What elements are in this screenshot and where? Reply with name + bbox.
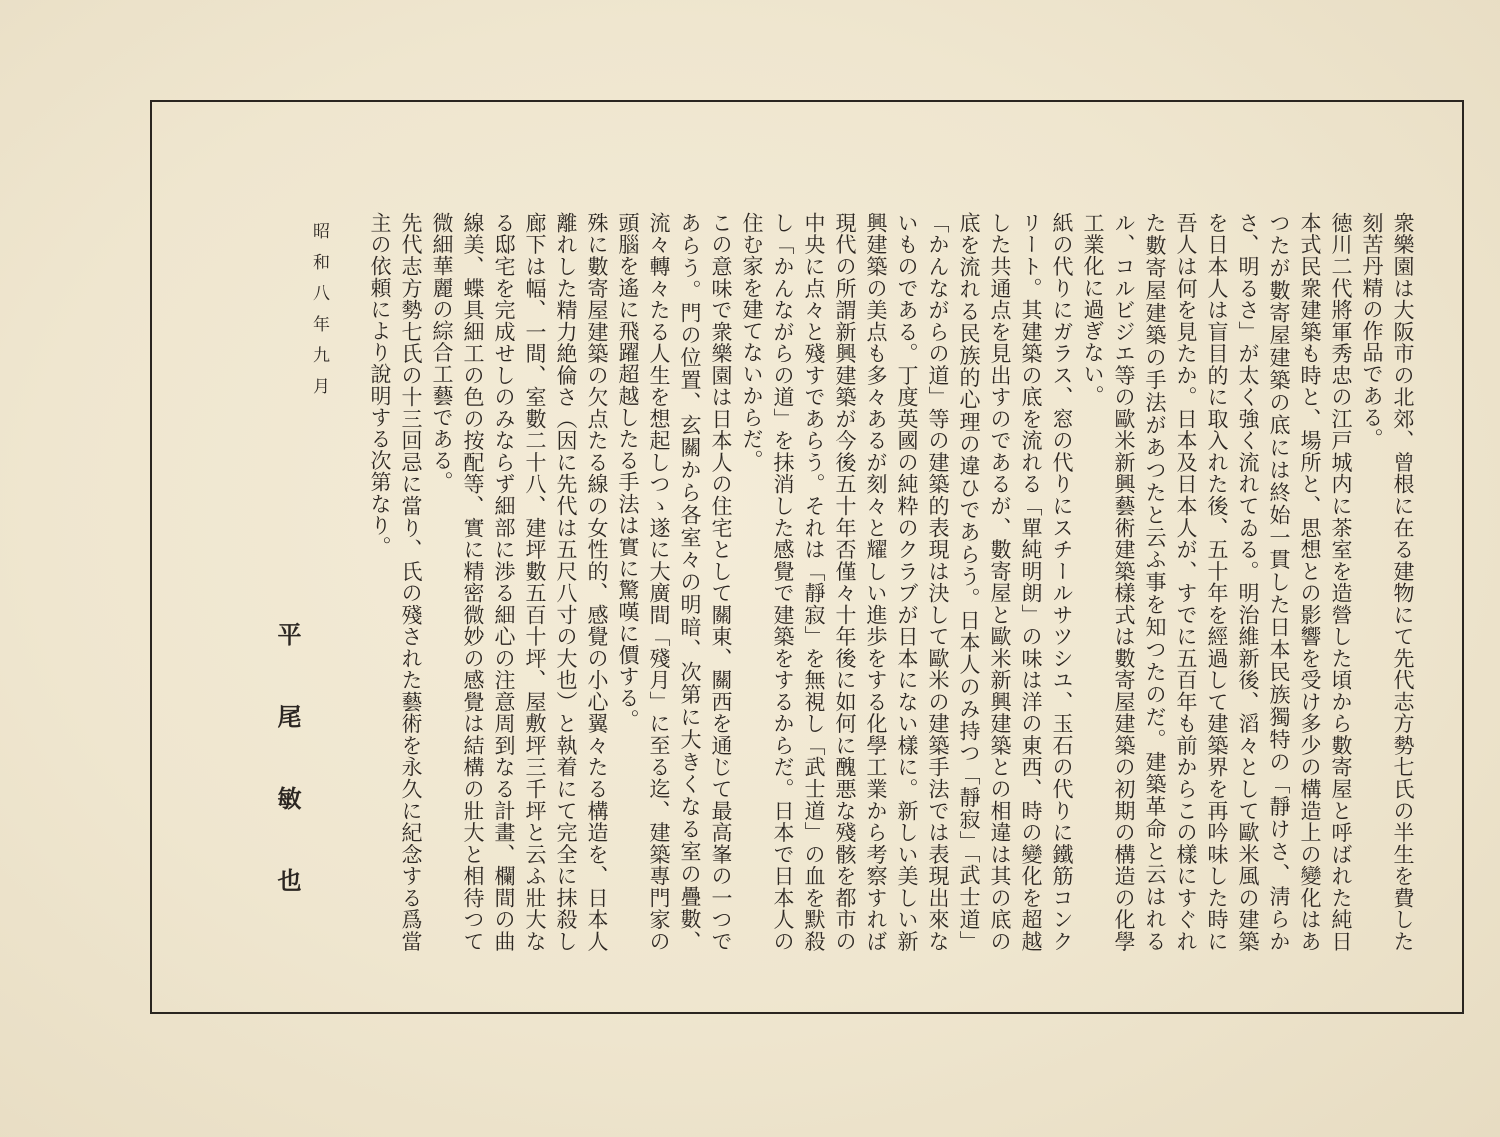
paragraph: 徳川二代將軍秀忠の江戸城内に茶室を造營した頃から數寄屋と呼ばれた純日本式民衆建築も時と、場所と、思想との影響を受け多少の構造上の變化はあつたが數寄屋建築の底には終始一貫した日本民族獨特の「靜けさ、淸らかさ、明るさ」が太く強く流れてゐる。明治維新後、滔々として歐米風の建築を日本人は盲目的に取入れた後、五十年を經過して建築界を再吟味した時に吾人は何を見たか。日本及日本人が、すでに五百年も前からこの樣にすぐれた數寄屋建築の手法があつたと云ふ事を知つたのだ。建築革命と云はれるル、コルビジエ等の歐米新興藝術建築樣式は數寄屋建築の初期の構造の化學工業化に過ぎない。 (1081, 212, 1353, 952)
paragraph: 先代志方勢七氏の十三回忌に當り、氏の殘された藝術を永久に紀念する爲當主の依頼により說明する次第なり。 (368, 212, 423, 952)
paragraph: 衆樂園は大阪市の北郊、曾根に在る建物にて先代志方勢七氏の半生を費した刻苦丹精の作品である。 (1360, 212, 1415, 952)
body-text (364, 212, 1418, 952)
author-signature: 平尾敏也 (273, 622, 302, 950)
paragraph: 殊に數寄屋建築の欠点たる線の女性的、感覺の小心翼々たる構造を、日本人離れした精力絶倫さ（因に先代は五尺八寸の大也）と執着にて完全に抹殺し廊下は幅、一間、室數二十八、建坪數五百十坪、屋敷坪三千坪と云ふ壯大なる邸宅を完成せしのみならず細部に渉る細心の注意周到なる計畫、欄間の曲線美、蝶具細工の色の按配等、實に精密微妙の感覺は結構の壯大と相待つて微細華麗の綜合工藝である。 (430, 212, 609, 952)
border-frame (150, 100, 1464, 1014)
date-line: 昭和八年九月 (309, 222, 329, 408)
paragraph: 紙の代りにガラス、窓の代りにスチールサツシユ、玉石の代りに鐵筋コンクリート。其建築の底を流れる「單純明朗」の味は洋の東西、時の變化を超越した共通点を見出すのであるが、數寄屋と歐米新興建築との相違は其の底の底を流れる民族的心理の違ひであらう。日本人のみ持つ「靜寂」「武士道」「かんながらの道」等の建築的表現は決して歐米の建築手法では表現出來ないものである。丁度英國の純粋のクラブが日本にない樣に。新しい美しい新興建築の美点も多々あるが刻々と耀しい進歩をする化學工業から考察すれば現代の所謂新興建築が今後五十年否僅々十年後に如何に醜悪な殘骸を都市の中央に点々と殘すであらう。それは「靜寂」を無視し「武士道」の血を默殺し「かんながらの道」を抹消した感覺で建築をするからだ。日本で日本人の住む家を建てないからだ。 (740, 212, 1074, 952)
paragraph: この意味で衆樂園は日本人の住宅として關東、關西を通じて最高峯の一つであらう。門の位置、玄關から各室々の明暗、次第に大きくなる室の疊數、流々轉々たる人生を想起しつゝ遂に大廣間「殘月」に至る迄、建築專門家の頭腦を遙に飛躍超越したる手法は實に驚嘆に價する。 (616, 212, 733, 952)
